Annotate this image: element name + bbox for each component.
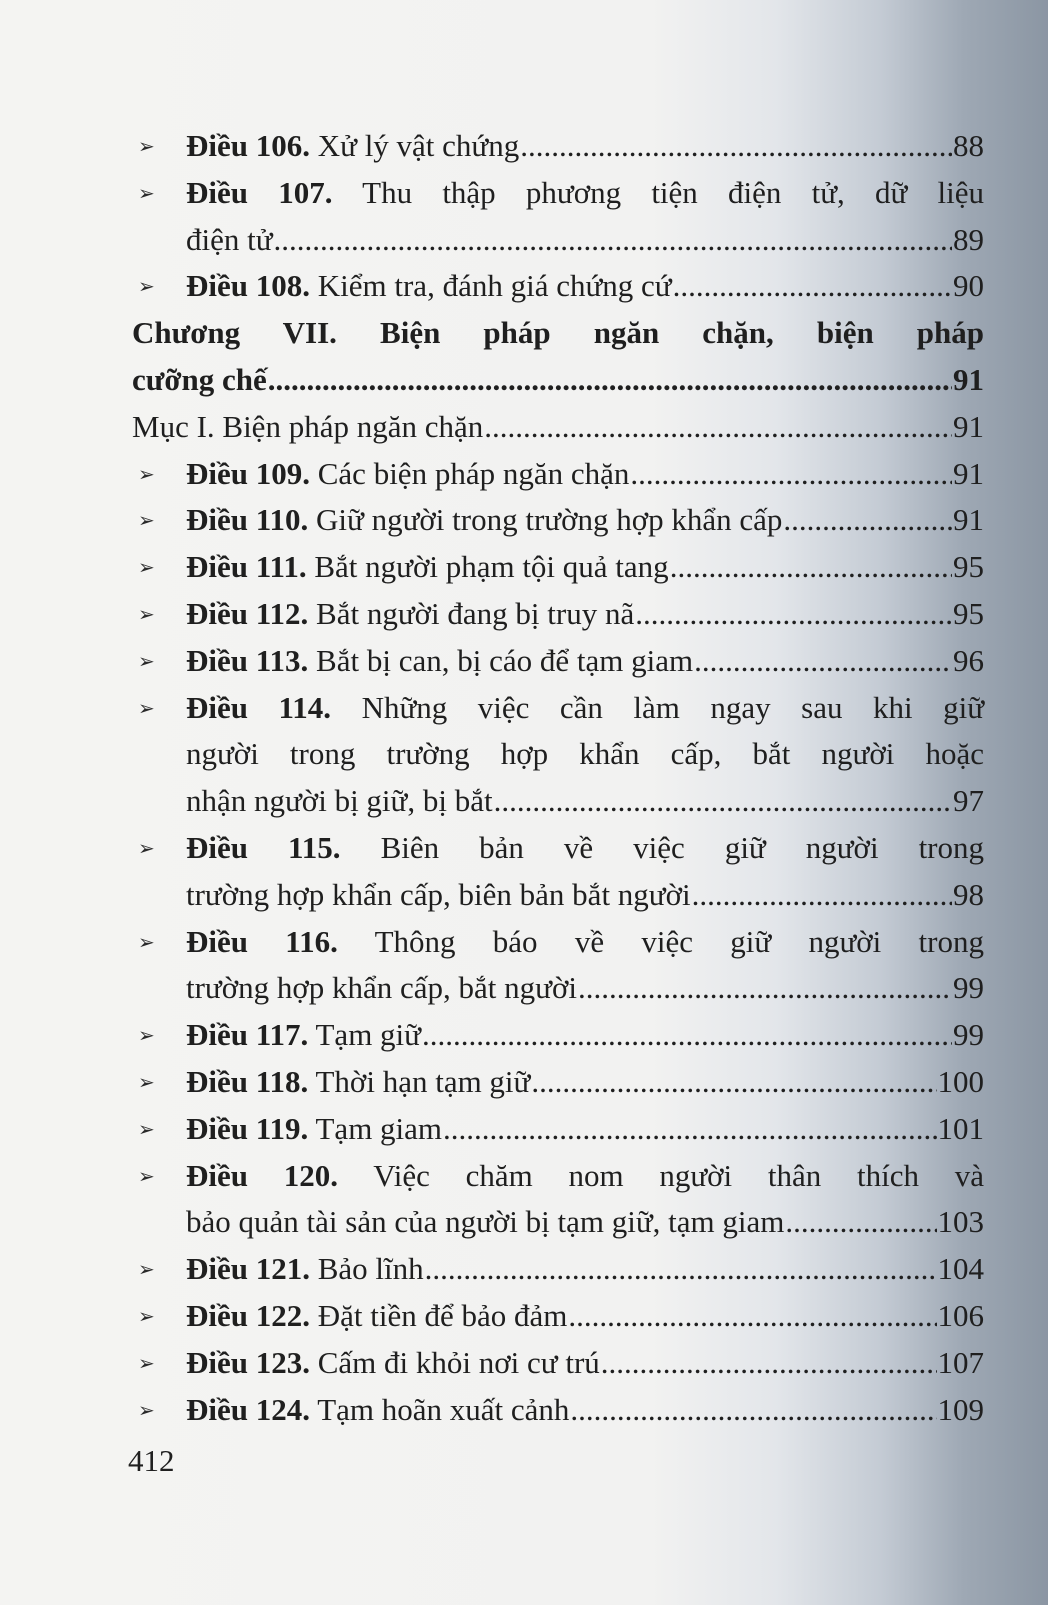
toc-entry: [132, 170, 984, 264]
dot-leader: [520, 123, 952, 170]
toc-entry-line: [186, 123, 984, 170]
bullet-arrow-icon: ➢: [138, 1397, 155, 1422]
dot-leader: [531, 1059, 936, 1106]
bullet-arrow-icon: ➢: [138, 695, 155, 720]
dot-leader: [274, 217, 952, 264]
toc-entry-label: Điều 118.: [186, 1063, 309, 1099]
toc-entry-title: người trong trường hợp khẩn cấp, bắt người hoặc: [186, 736, 984, 772]
bullet-arrow-icon: ➢: [138, 835, 155, 860]
toc-entry-label: Điều 108.: [186, 268, 310, 304]
toc-entry: [132, 825, 984, 919]
toc-page-number: 107: [937, 1344, 984, 1380]
toc-entry-title: nhận người bị giữ, bị bắt: [186, 783, 493, 819]
toc-entry: [132, 404, 984, 451]
toc-entry: [132, 1106, 984, 1153]
dot-leader: [601, 1340, 937, 1387]
toc-entry-title: Cấm đi khỏi nơi cư trú: [317, 1344, 600, 1380]
toc-entry-line: [186, 685, 984, 732]
toc-entry-line: [186, 1059, 984, 1106]
toc-page-number: 90: [953, 268, 984, 304]
toc-entry-line: [186, 638, 984, 685]
toc-page-number: 109: [937, 1391, 984, 1427]
toc-entry: [132, 1246, 984, 1293]
toc-entry: [132, 1153, 984, 1247]
dot-leader: [578, 965, 952, 1012]
toc-entry-title: Việc chăm nom người thân thích và: [373, 1157, 984, 1193]
bullet-arrow-icon: ➢: [138, 180, 155, 205]
dot-leader: [785, 1199, 936, 1246]
bullet-arrow-icon: ➢: [138, 134, 155, 158]
dot-leader: [443, 1106, 936, 1153]
toc-entry: [132, 685, 984, 825]
toc-entry-title: Các biện pháp ngăn chặn: [317, 455, 630, 491]
bullet-arrow-icon: ➢: [138, 601, 155, 626]
bullet-arrow-icon: ➢: [138, 274, 155, 299]
toc-entry-line: [186, 217, 984, 264]
toc-entry-title: điện tử: [186, 221, 273, 257]
dot-leader: [568, 1293, 936, 1340]
toc-entry-title: Thời hạn tạm giữ: [315, 1063, 531, 1099]
toc-page-number: 106: [937, 1297, 984, 1333]
toc-entry-line: [132, 404, 984, 451]
toc-entry-line: [186, 591, 984, 638]
toc-entry: [132, 310, 984, 404]
toc-entry-title: Tạm hoãn xuất cảnh: [317, 1391, 570, 1427]
toc-page-number: 95: [953, 549, 984, 585]
toc-page-number: 91: [953, 502, 984, 538]
toc-entry-title: Bảo lĩnh: [317, 1251, 424, 1287]
bullet-arrow-icon: ➢: [138, 1303, 155, 1328]
dot-leader: [635, 591, 952, 638]
toc-entry-label: Điều 117.: [186, 1017, 309, 1053]
dot-leader: [268, 357, 952, 404]
toc-entry-line: [186, 497, 984, 544]
toc-entry-line: [132, 357, 984, 404]
dot-leader: [692, 872, 952, 919]
toc-entry-title: Những việc cần làm ngay sau khi giữ: [361, 689, 985, 725]
toc-entry-label: Điều 110.: [186, 502, 309, 538]
toc-entry-title: Thông báo về việc giữ người trong: [374, 923, 984, 959]
page-number: 412: [128, 1443, 175, 1478]
toc-entry-line: [186, 1012, 984, 1059]
toc-page-number: 99: [953, 1017, 984, 1053]
toc-entry-line: [186, 1340, 984, 1387]
toc-entry: [132, 123, 984, 170]
toc-entry-line: [186, 544, 984, 591]
dot-leader: [630, 451, 952, 498]
dot-leader: [484, 404, 952, 451]
toc-entry-title: Bắt bị can, bị cáo để tạm giam: [316, 642, 694, 678]
toc-entry-label: Điều 115.: [186, 829, 341, 865]
toc-entry-label: Điều 109.: [186, 455, 310, 491]
toc-entry: [132, 919, 984, 1013]
bullet-arrow-icon: ➢: [138, 1023, 155, 1048]
toc-entry-label: Điều 114.: [186, 689, 332, 725]
toc-entry-label: Điều 123.: [186, 1344, 310, 1380]
toc-entry-title: Mục I. Biện pháp ngăn chặn: [132, 408, 484, 444]
toc-entry-line: [186, 1246, 984, 1293]
toc-entry-title: Giữ người trong trường hợp khẩn cấp: [316, 502, 783, 538]
toc-entry: [132, 591, 984, 638]
toc-entry-line: [186, 263, 984, 310]
toc-entry-line: [186, 1106, 984, 1153]
dot-leader: [570, 1387, 936, 1434]
toc-page-number: 103: [937, 1204, 984, 1240]
toc-entry: [132, 263, 984, 310]
bullet-arrow-icon: ➢: [138, 1069, 155, 1094]
toc-entry-label: Điều 111.: [186, 549, 307, 585]
table-of-contents: [132, 123, 984, 1433]
toc-entry-label: Điều 112.: [186, 595, 309, 631]
dot-leader: [673, 263, 952, 310]
toc-entry-title: Đặt tiền để bảo đảm: [317, 1297, 568, 1333]
toc-entry-label: Điều 107.: [186, 174, 333, 210]
toc-entry-title: Xử lý vật chứng: [317, 128, 520, 163]
toc-entry-title: bảo quản tài sản của người bị tạm giữ, tạm giam: [186, 1204, 785, 1240]
bullet-arrow-icon: ➢: [138, 1163, 155, 1188]
toc-entry-title: Bắt người phạm tội quả tang: [314, 549, 669, 585]
toc-entry-title: trường hợp khẩn cấp, bắt người: [186, 970, 577, 1006]
dot-leader: [425, 1246, 937, 1293]
bullet-arrow-icon: ➢: [138, 555, 155, 580]
toc-entry-line: [186, 731, 984, 778]
bullet-arrow-icon: ➢: [138, 648, 155, 673]
dot-leader: [694, 638, 952, 685]
dot-leader: [422, 1012, 952, 1059]
toc-entry-title: Biên bản về việc giữ người trong: [380, 829, 985, 865]
toc-entry: [132, 544, 984, 591]
toc-entry-title: Biện pháp ngăn chặn, biện pháp: [380, 315, 985, 351]
toc-entry-line: [186, 1387, 984, 1434]
toc-entry-line: [186, 1153, 984, 1200]
toc-entry-line: [186, 170, 984, 217]
toc-entry: [132, 1059, 984, 1106]
bullet-arrow-icon: ➢: [138, 508, 155, 533]
toc-entry-title: Bắt người đang bị truy nã: [316, 595, 635, 631]
toc-entry-label: Điều 106.: [186, 128, 310, 163]
toc-entry: [132, 451, 984, 498]
toc-entry-line: [186, 965, 984, 1012]
toc-entry-line: [186, 1293, 984, 1340]
toc-page-number: 95: [953, 595, 984, 631]
bullet-arrow-icon: ➢: [138, 461, 155, 486]
dot-leader: [783, 497, 952, 544]
bullet-arrow-icon: ➢: [138, 1116, 155, 1141]
toc-entry-label: Điều 121.: [186, 1251, 310, 1287]
toc-entry-title: Thu thập phương tiện điện tử, dữ liệu: [362, 174, 985, 210]
toc-entry-label: Chương VII.: [132, 315, 337, 351]
bullet-arrow-icon: ➢: [138, 1350, 155, 1375]
toc-page-number: 89: [953, 221, 984, 257]
toc-page-number: 104: [937, 1251, 984, 1287]
toc-entry-title: Tạm giam: [315, 1110, 443, 1146]
dot-leader: [670, 544, 952, 591]
bullet-arrow-icon: ➢: [138, 929, 155, 954]
toc-entry-title: Kiểm tra, đánh giá chứng cứ: [317, 268, 672, 304]
toc-entry-label: Điều 120.: [186, 1157, 338, 1193]
bullet-arrow-icon: ➢: [138, 1257, 155, 1282]
toc-page-number: 97: [953, 783, 984, 819]
toc-page-number: 100: [937, 1063, 984, 1099]
toc-entry-line: [186, 1199, 984, 1246]
toc-page-number: 96: [953, 642, 984, 678]
toc-entry-title: trường hợp khẩn cấp, biên bản bắt người: [186, 876, 691, 912]
toc-entry-title: cưỡng chế: [132, 361, 267, 397]
toc-entry: [132, 1293, 984, 1340]
toc-entry-label: Điều 124.: [186, 1391, 310, 1427]
toc-page-number: 91: [953, 455, 984, 491]
toc-page-number: 99: [953, 970, 984, 1006]
toc-page-number: 91: [953, 408, 984, 444]
toc-entry-label: Điều 113.: [186, 642, 309, 678]
toc-entry-label: Điều 119.: [186, 1110, 309, 1146]
toc-entry-line: [186, 451, 984, 498]
toc-entry-line: [132, 310, 984, 357]
toc-entry: [132, 1012, 984, 1059]
toc-entry: [132, 1387, 984, 1434]
toc-entry-title: Tạm giữ: [315, 1017, 421, 1053]
toc-entry-line: [186, 872, 984, 919]
toc-page-number: 91: [953, 361, 984, 397]
toc-page-number: 88: [953, 128, 984, 163]
toc-entry-line: [186, 778, 984, 825]
toc-page-number: 98: [953, 876, 984, 912]
toc-entry-line: [186, 825, 984, 872]
toc-entry-line: [186, 919, 984, 966]
toc-page-number: 101: [937, 1110, 984, 1146]
toc-entry: [132, 1340, 984, 1387]
toc-entry: [132, 638, 984, 685]
toc-entry-label: Điều 116.: [186, 923, 338, 959]
toc-entry: [132, 497, 984, 544]
toc-entry-label: Điều 122.: [186, 1297, 310, 1333]
dot-leader: [494, 778, 952, 825]
